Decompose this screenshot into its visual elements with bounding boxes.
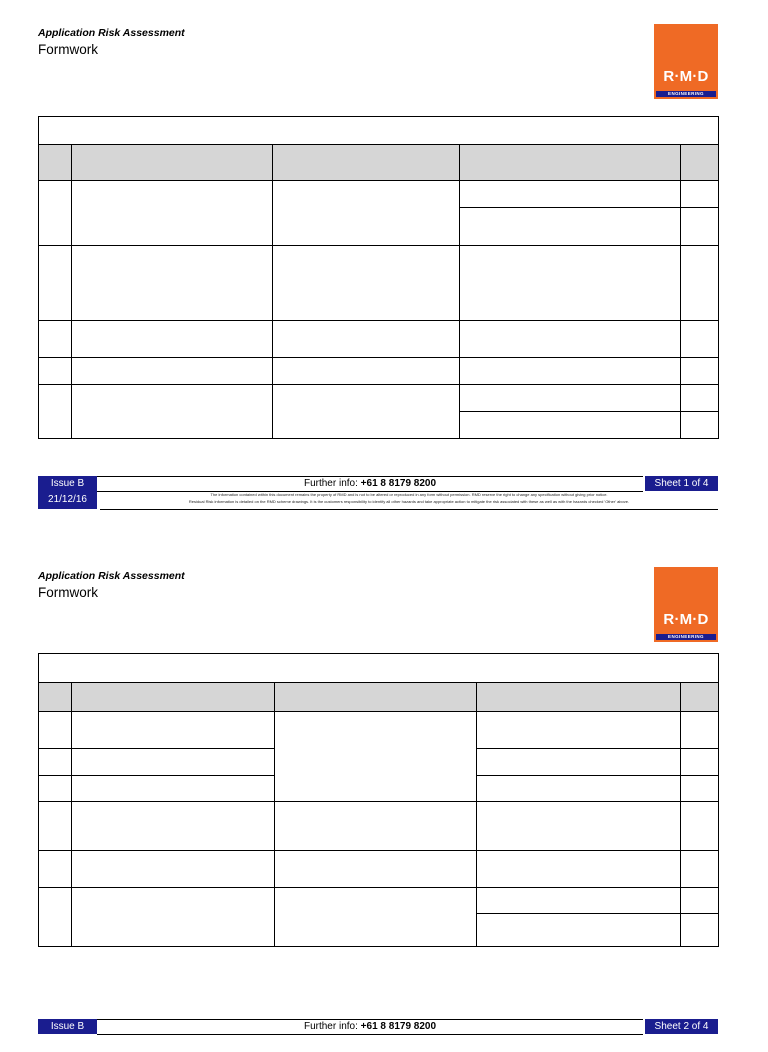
logo-band: ENGINEERING — [656, 634, 716, 640]
rmd-logo — [654, 567, 718, 642]
doc-subtitle: Formwork — [38, 42, 98, 57]
doc-subtitle: Formwork — [38, 585, 98, 600]
doc-title: Application Risk Assessment — [38, 570, 185, 582]
logo-band: ENGINEERING — [656, 91, 716, 97]
disclaimer — [100, 491, 718, 510]
further-info-label: Further info: — [303, 1021, 358, 1032]
doc-title: Application Risk Assessment — [38, 27, 185, 39]
phone-number: +61 8 8179 8200 — [360, 478, 437, 489]
table-header-row — [39, 145, 718, 180]
disclaimer-line-1: The information contained within this document remains the property of RMD and is not to be altered or reproduced in any form without permission. RMD reserve the right to change any specification without giving prior notice. — [210, 492, 608, 497]
further-info — [97, 1019, 643, 1035]
further-info-label: Further info: — [303, 478, 358, 489]
sheet-number: Sheet 1 of 4 — [645, 476, 718, 491]
issue-date: 21/12/16 — [38, 491, 97, 509]
issue-label: Issue B — [38, 476, 97, 491]
phone-number: +61 8 8179 8200 — [360, 1021, 437, 1032]
sheet-number: Sheet 2 of 4 — [645, 1019, 718, 1034]
page-footer — [38, 476, 718, 509]
disclaimer-line-2: Residual Risk information is detailed on the RMD scheme drawings. It is the customers responsibility to identify all other hazards and take appropriate action to mitigate the risk associated with these as well as with the hazards checked 'Other' above. — [188, 499, 630, 504]
issue-label: Issue B — [38, 1019, 97, 1034]
rmd-logo — [654, 24, 718, 99]
further-info — [97, 476, 643, 492]
logo-text: R·M·D — [663, 611, 709, 628]
table-header-row — [39, 683, 718, 711]
logo-text: R·M·D — [663, 68, 709, 85]
